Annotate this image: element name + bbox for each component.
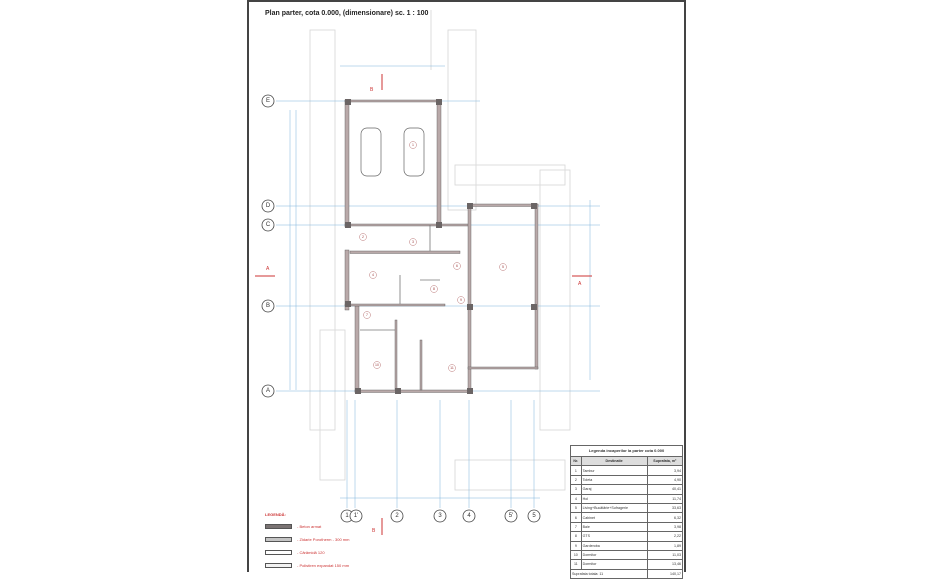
- axis-bubble-C: [262, 219, 274, 231]
- room-number-11: [449, 365, 456, 372]
- legend-swatch-masonry: [265, 537, 292, 542]
- room-area: 6,32: [647, 513, 682, 522]
- svg-text:1': 1': [353, 513, 359, 519]
- svg-text:11: 11: [450, 366, 454, 370]
- room-area: 1,89: [647, 541, 682, 550]
- room-area: 33,63: [647, 503, 682, 512]
- room-nr: 9: [571, 541, 582, 550]
- legend-label: - Zidarie Porotherm - 300 mm: [297, 537, 350, 542]
- axis-bubble-5: [528, 510, 540, 522]
- axis-bubble-5-prime: [505, 510, 517, 522]
- axis-bubble-2: [391, 510, 403, 522]
- svg-text:6: 6: [456, 264, 458, 268]
- svg-text:4: 4: [467, 513, 471, 519]
- svg-text:2: 2: [395, 513, 399, 519]
- drawing-title: Plan parter, cota 0.000, (dimensionare) sc. 1 : 100: [265, 10, 429, 17]
- svg-text:A: A: [265, 388, 271, 394]
- walls: [345, 99, 538, 394]
- room-number-6: [454, 263, 461, 270]
- svg-text:C: C: [265, 222, 271, 228]
- room-area: 13,46: [647, 560, 682, 569]
- room-area: 2,22: [647, 532, 682, 541]
- table-row: [571, 522, 683, 531]
- room-number-8: [431, 286, 438, 293]
- room-nr: 11: [571, 560, 582, 569]
- svg-text:B: B: [370, 87, 374, 93]
- svg-text:7: 7: [366, 313, 368, 317]
- total-label: Suprafata totala: 11: [571, 569, 648, 578]
- svg-text:5': 5': [508, 513, 514, 519]
- header-destinatie: Destinatie: [581, 457, 647, 466]
- legend-label: - Cărămidă 120: [297, 550, 325, 555]
- svg-text:5: 5: [532, 513, 536, 519]
- svg-text:8: 8: [433, 287, 435, 291]
- room-area: 4,90: [647, 475, 682, 484]
- legend-swatch-polystyrene: [265, 563, 292, 568]
- room-number-4: [370, 272, 377, 279]
- axis-bubble-D: [262, 200, 274, 212]
- svg-text:E: E: [265, 98, 271, 104]
- room-destination: Cabinet: [581, 513, 647, 522]
- room-destination: Dormitor: [581, 560, 647, 569]
- table-row: [571, 513, 683, 522]
- svg-text:D: D: [265, 203, 271, 209]
- svg-text:4: 4: [372, 273, 374, 277]
- room-nr: 1: [571, 466, 582, 475]
- table-row: [571, 541, 683, 550]
- table-row: [571, 475, 683, 484]
- room-destination: Baie: [581, 522, 647, 531]
- car-icons: [361, 128, 424, 176]
- room-nr: 3: [571, 485, 582, 494]
- room-area: 11,74: [647, 494, 682, 503]
- svg-text:A: A: [578, 281, 582, 287]
- svg-text:3: 3: [438, 513, 442, 519]
- room-nr: 5: [571, 503, 582, 512]
- axis-bubble-3: [434, 510, 446, 522]
- svg-text:B: B: [265, 303, 271, 309]
- legend-title: LEGENDĂ:: [265, 512, 286, 517]
- svg-text:B: B: [372, 528, 376, 534]
- legend-swatch-brick: [265, 550, 292, 555]
- room-number-3: [410, 239, 417, 246]
- room-destination: Toleta: [581, 475, 647, 484]
- axis-bubble-A: [262, 385, 274, 397]
- header-nr: Nr.: [571, 457, 582, 466]
- table-caption: Legenda incaperilor la parter cota 0.000: [571, 446, 683, 457]
- room-destination: Dormitor: [581, 550, 647, 559]
- table-row: [571, 503, 683, 512]
- room-number-2: [360, 234, 367, 241]
- svg-text:1: 1: [412, 143, 414, 147]
- legend-label: - Beton armat: [297, 524, 322, 529]
- axis-bubble-4: [463, 510, 475, 522]
- room-number-1: [410, 142, 417, 149]
- room-nr: 7: [571, 522, 582, 531]
- axis-bubble-E: [262, 95, 274, 107]
- room-destination: GTS: [581, 532, 647, 541]
- rooms-legend-table: [570, 445, 683, 579]
- axis-bubble-B: [262, 300, 274, 312]
- room-area: 3,98: [647, 522, 682, 531]
- axis-bubble-1-prime: [350, 510, 362, 522]
- table-row: [571, 485, 683, 494]
- svg-text:10: 10: [375, 363, 379, 367]
- room-destination: Garderoba: [581, 541, 647, 550]
- room-area: 40,41: [647, 485, 682, 494]
- room-nr: 4: [571, 494, 582, 503]
- table-row: [571, 560, 683, 569]
- total-value: 140,17: [647, 569, 682, 578]
- room-number-5: [500, 264, 507, 271]
- table-row: [571, 466, 683, 475]
- svg-text:9: 9: [460, 298, 462, 302]
- svg-text:A: A: [266, 266, 270, 272]
- table-row: [571, 494, 683, 503]
- room-area: 11,03: [647, 550, 682, 559]
- svg-text:1: 1: [345, 513, 349, 519]
- room-nr: 6: [571, 513, 582, 522]
- room-destination: Living+Bucătărie+Sufragerie: [581, 503, 647, 512]
- room-destination: Garaj: [581, 485, 647, 494]
- room-number-9: [458, 297, 465, 304]
- room-destination: Hol: [581, 494, 647, 503]
- header-suprafata: Suprafata, m²: [647, 457, 682, 466]
- room-area: 3,94: [647, 466, 682, 475]
- legend-swatch-concrete: [265, 524, 292, 529]
- table-row: [571, 532, 683, 541]
- room-destination: Tambur: [581, 466, 647, 475]
- room-nr: 2: [571, 475, 582, 484]
- svg-text:3: 3: [412, 240, 414, 244]
- svg-text:2: 2: [362, 235, 364, 239]
- svg-text:5: 5: [502, 265, 504, 269]
- room-nr: 10: [571, 550, 582, 559]
- room-nr: 8: [571, 532, 582, 541]
- legend-label: - Polistiren expandat 150 mm: [297, 563, 350, 568]
- table-row: [571, 550, 683, 559]
- room-number-7: [364, 312, 371, 319]
- room-number-10: [374, 362, 381, 369]
